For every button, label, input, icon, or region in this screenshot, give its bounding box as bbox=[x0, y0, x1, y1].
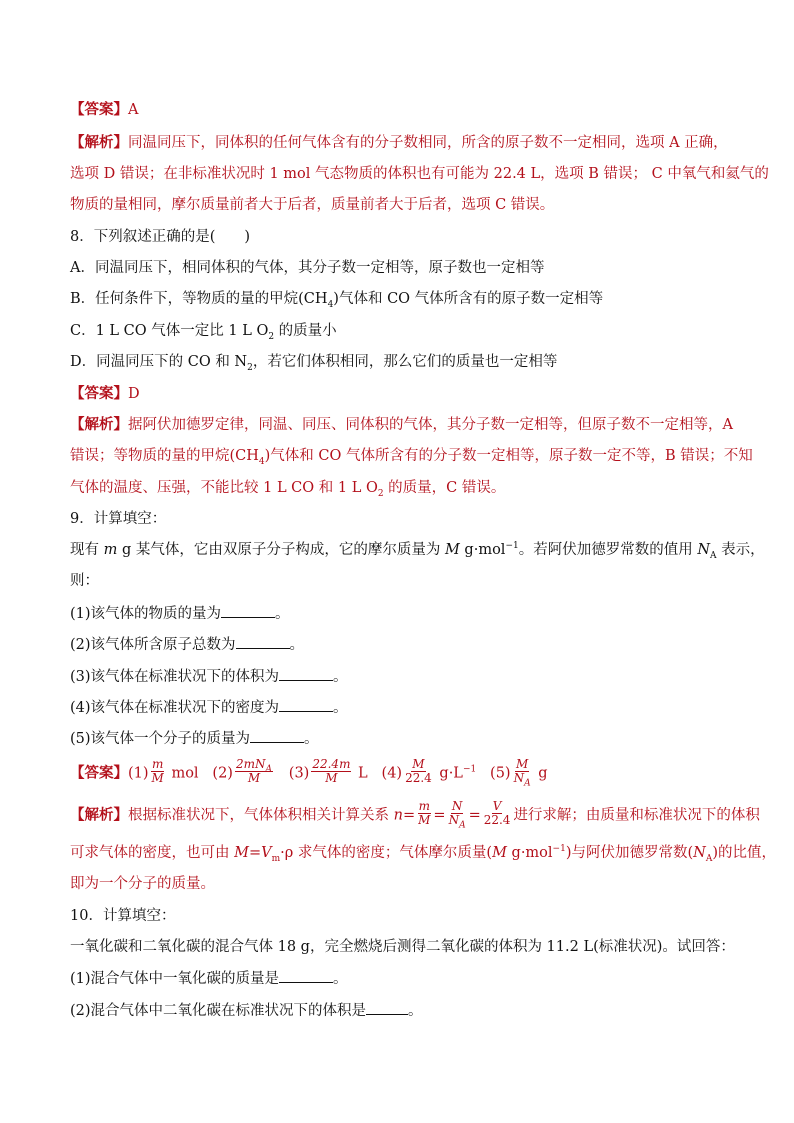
answer-blank[interactable] bbox=[236, 634, 290, 649]
q10-stem: 10．计算填空： bbox=[70, 908, 176, 924]
fraction: $\frac{m}{M}$ bbox=[151, 757, 164, 785]
fraction: $\frac{2mN_A}{M}$ bbox=[235, 757, 272, 785]
analysis-tag: 【解析】 bbox=[70, 806, 128, 824]
analysis-tag: 【解析】 bbox=[70, 134, 128, 151]
q10-item-2: (2)混合气体中二氧化碳在标准状况下的体积是 。 bbox=[70, 1000, 734, 1022]
analysis-tag: 【解析】 bbox=[70, 416, 128, 433]
q9-intro-line-2: 则： bbox=[70, 573, 99, 589]
q9-answer: 【答案】(1) $\frac{m}{M}$ mol (2) $\frac{2mN_A}{M}$ (3) $\frac{22.4m}{M}$ L (4) $\frac{M}{22.4}$ $g\cdot L^{-1}$ (5) $\frac{M}{N_A}$ g bbox=[70, 757, 548, 789]
fraction: $\frac{N}{N_A}$ bbox=[448, 799, 466, 831]
fraction: $\frac{22.4m}{M}$ bbox=[312, 757, 351, 785]
answer-blank[interactable] bbox=[366, 1000, 408, 1015]
q8-answer bbox=[70, 384, 734, 406]
fraction: $\frac{M}{22.4}$ bbox=[405, 757, 432, 785]
q9-item-4: (4)该气体在标准状况下的密度为 。 bbox=[70, 697, 734, 719]
answer-blank[interactable] bbox=[279, 666, 333, 681]
q9-item-2: (2)该气体所含原子总数为 。 bbox=[70, 634, 734, 656]
q8-option-c: C．1 L CO 气体一定比 1 L $O_2$ 的质量小 bbox=[70, 323, 337, 342]
fraction: $\frac{M}{N_A}$ bbox=[513, 757, 531, 789]
fraction: $\frac{m}{M}$ bbox=[418, 799, 431, 827]
answer-blank[interactable] bbox=[250, 728, 304, 743]
q9-analysis-line-1: 【解析】根据标准状况下，气体体积相关计算关系 n= $\frac{m}{M}$ = $\frac{N}{N_A}$ = $\frac{V}{22.4}$ 进行求解；由质量和标准状况下的体积 bbox=[70, 799, 760, 831]
answer-tag: 【答案】 bbox=[70, 764, 128, 782]
q9-item-3: (3)该气体在标准状况下的体积为 。 bbox=[70, 666, 734, 688]
q8-option-b: B．任何条件下，等物质的量的甲烷$(CH_4)$气体和 CO 气体所含有的原子数一定相等 bbox=[70, 291, 604, 310]
q8-analysis-line-2: 错误；等物质的量的甲烷$(CH_4)$气体和 CO 气体所含有的分子数一定相等，原子数一定不等，B 错误；不知 bbox=[70, 448, 753, 467]
answer-value: A bbox=[128, 102, 139, 118]
q8-stem: 8．下列叙述正确的是( ) bbox=[70, 229, 251, 245]
answer-tag: 【答案】 bbox=[70, 385, 128, 402]
fraction: $\frac{V}{22.4}$ bbox=[483, 799, 511, 827]
q7-analysis-line-1: 【解析】同温同压下，同体积的任何气体含有的分子数相同，所含的原子数不一定相同，选项 A 正确， bbox=[70, 134, 728, 151]
answer-value: D bbox=[128, 386, 140, 402]
q8-option-d: D．同温同压下的 CO 和 $N_2$，若它们体积相同，那么它们的质量也一定相等 bbox=[70, 354, 558, 373]
q9-item-1: (1)该气体的物质的量为 。 bbox=[70, 603, 734, 625]
q7-answer bbox=[70, 100, 734, 122]
q9-analysis-line-2: 可求气体的密度，也可由 $M=V_m\cdot\rho$ 求气体的密度；气体摩尔质量(M g·mol$^{-1}$)与阿伏加德罗常数$(N_A)$的比值， bbox=[70, 844, 777, 864]
q8-option-a: A．同温同压下，相同体积的气体，其分子数一定相等，原子数也一定相等 bbox=[70, 260, 545, 276]
q9-analysis-line-3: 即为一个分子的质量。 bbox=[70, 876, 215, 892]
q10-item-1: (1)混合气体中一氧化碳的质量是 。 bbox=[70, 968, 734, 990]
q9-item-5: (5)该气体一个分子的质量为 。 bbox=[70, 728, 734, 750]
answer-blank[interactable] bbox=[279, 697, 333, 712]
answer-blank[interactable] bbox=[221, 603, 275, 618]
q8-analysis-line-3: 气体的温度、压强，不能比较 1 L CO 和 1 L $O_2$ 的质量，C 错误。 bbox=[70, 480, 506, 499]
q8-analysis-line-1: 【解析】据阿伏加德罗定律，同温、同压、同体积的气体，其分子数一定相等，但原子数不一定相等，A bbox=[70, 416, 733, 433]
answer-blank[interactable] bbox=[279, 968, 333, 983]
q9-intro-line-1: 现有 m g 某气体，它由双原子分子构成，它的摩尔质量为 M g·mol$^{-1}$。若阿伏加德罗常数的值用 $N_A$ 表示， bbox=[70, 541, 765, 561]
q10-intro: 一氧化碳和二氧化碳的混合气体 18 g，完全燃烧后测得二氧化碳的体积为 11.2 L(标准状况)。试回答： bbox=[70, 939, 735, 955]
answer-tag: 【答案】 bbox=[70, 101, 128, 118]
q7-analysis-line-3: 物质的量相同，摩尔质量前者大于后者，质量前者大于后者，选项 C 错误。 bbox=[70, 197, 555, 213]
q7-analysis-line-2: 选项 D 错误；在非标准状况时 1 mol 气态物质的体积也有可能为 22.4 L，选项 B 错误； C 中氧气和氦气的 bbox=[70, 166, 769, 182]
q9-stem: 9．计算填空： bbox=[70, 511, 167, 527]
